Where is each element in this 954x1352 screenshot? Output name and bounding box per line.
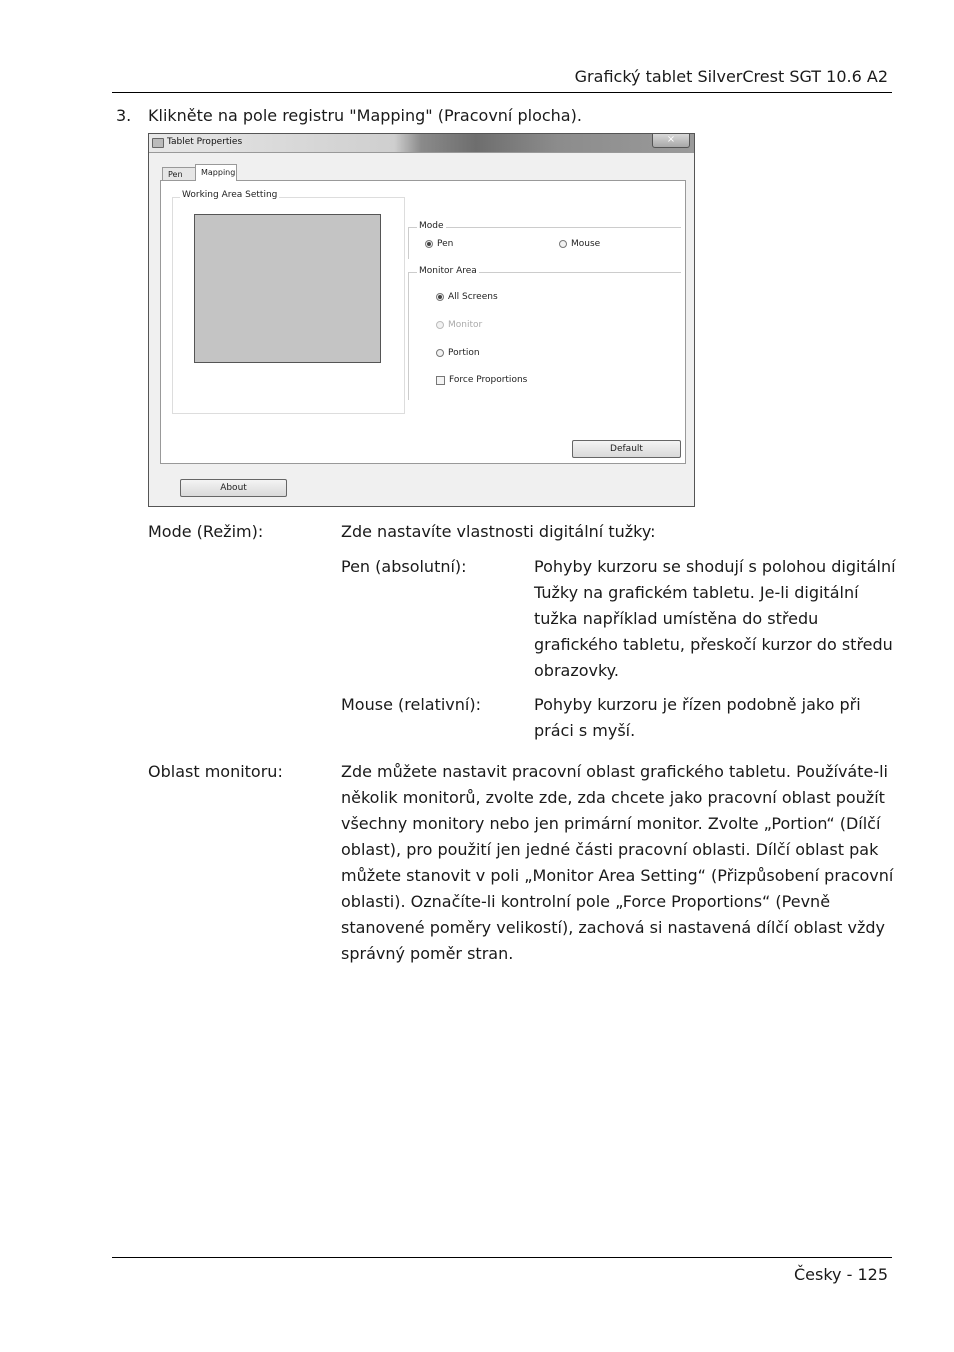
text-line: práci s myší. [534, 721, 636, 740]
radio-unselected-icon [436, 349, 444, 357]
tab-pen[interactable]: Pen [162, 167, 197, 180]
force-proportions-label: Force Proportions [449, 375, 528, 385]
checkbox-unchecked-icon [436, 376, 445, 385]
dialog-titlebar [149, 134, 694, 153]
portion-label: Portion [448, 348, 480, 358]
text-line: grafického tabletu, přeskočí kurzor do středu [534, 635, 893, 654]
about-button[interactable]: About [180, 479, 287, 497]
mode-group-vline [408, 227, 409, 259]
text-line: několik monitorů, zvolte zde, zda chcete jako pracovní oblast použít [341, 788, 885, 807]
mapping-tab-panel [160, 180, 686, 464]
working-area-preview[interactable] [194, 214, 381, 363]
working-area-group [172, 190, 405, 414]
monitor-area-term: Oblast monitoru: [148, 762, 283, 781]
pen-term: Pen (absolutní): [341, 557, 467, 576]
text-line: tužka například umístěna do středu [534, 609, 819, 628]
text-line: stanovené poměry velikostí), zachová si nastavená dílčí oblast vždy [341, 918, 886, 937]
step-text: Klikněte na pole registru "Mapping" (Pracovní plocha). [148, 106, 582, 125]
monitor-radio[interactable] [436, 320, 482, 330]
text-line: oblast), pro použití jen jedné části pracovní oblasti. Dílčí oblast pak [341, 840, 879, 859]
text-line: obrazovky. [534, 661, 619, 680]
dialog-title: Tablet Properties [167, 137, 243, 147]
mode-mouse-radio[interactable] [559, 239, 600, 249]
tablet-properties-dialog [148, 133, 695, 507]
running-header: Grafický tablet SilverCrest SGT 10.6 A2 [574, 67, 888, 86]
mouse-term: Mouse (relativní): [341, 695, 481, 714]
mode-term: Mode (Režim): [148, 522, 264, 541]
text-line: Pohyby kurzoru je řízen podobně jako při [534, 695, 861, 714]
all-screens-radio[interactable] [436, 292, 498, 302]
text-line: Tužky na grafickém tabletu. Je-li digitální [534, 583, 859, 602]
text-line: oblasti). Označíte-li kontrolní pole „Force Proportions“ (Pevně [341, 892, 831, 911]
radio-selected-icon [425, 240, 433, 248]
mode-label: Mode [419, 221, 444, 231]
footer-rule [112, 1257, 892, 1258]
working-area-label: Working Area Setting [182, 190, 278, 200]
radio-unselected-icon [559, 240, 567, 248]
tablet-app-icon [152, 138, 164, 148]
text-line: všechny monitory nebo jen primární monitor. Zvolte „Portion“ (Dílčí [341, 814, 881, 833]
pen-description [534, 554, 896, 684]
radio-disabled-icon [436, 321, 444, 329]
monitor-group-vline [408, 272, 409, 400]
text-line: Pohyby kurzoru se shodují s polohou digitální [534, 557, 896, 576]
mode-intro: Zde nastavíte vlastnosti digitální tužky: [341, 522, 656, 541]
text-line: správný poměr stran. [341, 944, 514, 963]
mode-mouse-label: Mouse [571, 239, 601, 249]
monitor-area-label: Monitor Area [419, 266, 477, 276]
page-footer: Česky - 125 [794, 1265, 888, 1284]
text-line: můžete stanovit v poli „Monitor Area Setting“ (Přizpůsobení pracovní [341, 866, 894, 885]
radio-selected-icon [436, 293, 444, 301]
mode-pen-label: Pen [437, 239, 454, 249]
force-proportions-checkbox[interactable] [436, 375, 527, 385]
mode-group-line [408, 227, 681, 228]
close-button[interactable] [652, 134, 690, 148]
all-screens-label: All Screens [448, 292, 498, 302]
header-rule [112, 92, 892, 93]
monitor-area-description [341, 759, 893, 967]
text-line: Zde můžete nastavit pracovní oblast grafického tabletu. Používáte-li [341, 762, 888, 781]
portion-radio[interactable] [436, 348, 480, 358]
monitor-label: Monitor [448, 320, 483, 330]
tab-mapping[interactable]: Mapping [195, 164, 237, 181]
step-number: 3. [116, 106, 132, 125]
default-button[interactable]: Default [572, 440, 681, 458]
close-icon: × [666, 134, 676, 145]
mode-pen-radio[interactable] [425, 239, 453, 249]
mouse-description [534, 692, 861, 744]
